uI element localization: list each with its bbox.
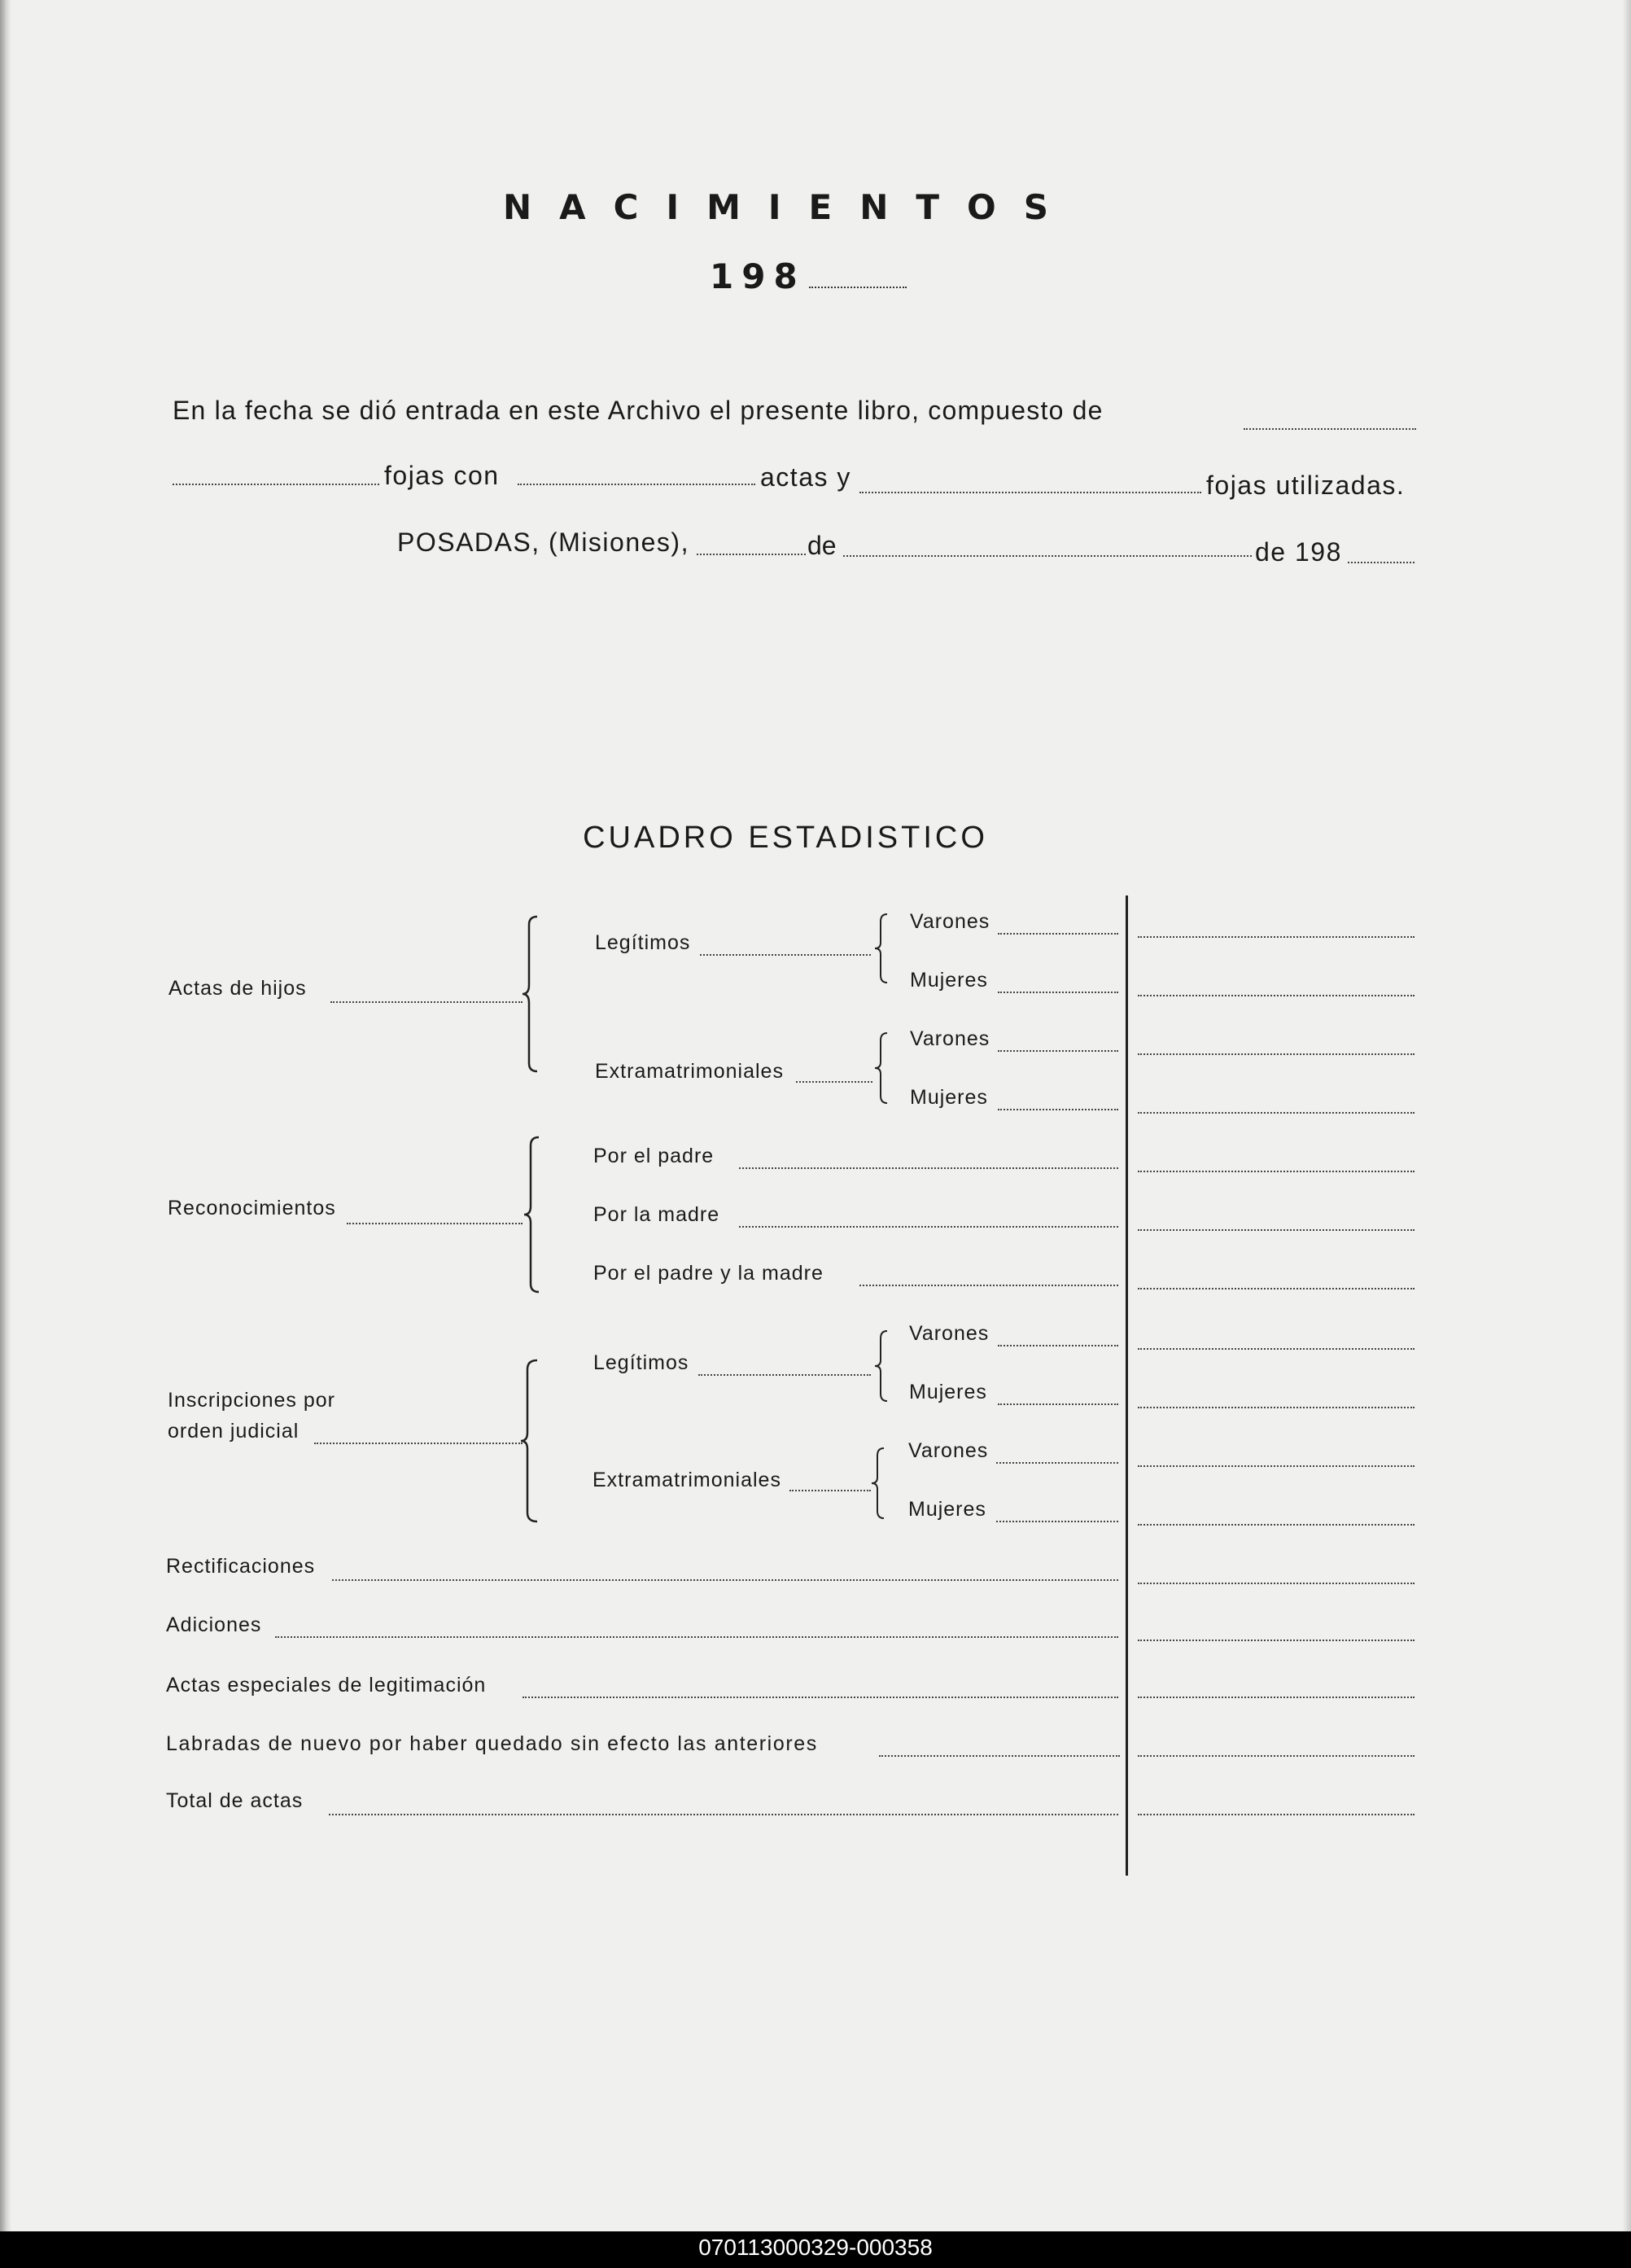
- labradas-fill: [879, 1755, 1120, 1757]
- judicial-extra-varones-value: [1138, 1465, 1415, 1467]
- adiciones-value: [1138, 1640, 1415, 1641]
- judicial-brace: [519, 1358, 544, 1524]
- hijos-leg-varones-value: [1138, 936, 1415, 938]
- judicial-extra-mujeres-value: [1138, 1524, 1415, 1526]
- total-label: Total de actas: [166, 1789, 304, 1812]
- year-line: [710, 256, 907, 296]
- judicial-legitimos-fill: [698, 1374, 871, 1376]
- hijos-leg-varones-fill: [998, 933, 1118, 935]
- rectificaciones-value: [1138, 1583, 1415, 1584]
- hijos-extra-brace: [872, 1031, 892, 1106]
- labradas-label: Labradas de nuevo por haber quedado sin efecto las anteriores: [166, 1732, 818, 1755]
- rectificaciones-fill: [332, 1579, 1118, 1581]
- adiciones-fill: [275, 1636, 1118, 1638]
- judicial-leg-varones-label: Varones: [909, 1322, 990, 1345]
- actas-hijos-brace: [521, 913, 545, 1075]
- judicial-extra-brace: [869, 1446, 889, 1521]
- hijos-extra-fill: [796, 1081, 872, 1083]
- blank-actas: [518, 484, 755, 485]
- intro-fojas-con: fojas con: [384, 461, 500, 490]
- blank-fojas-utilizadas: [859, 492, 1201, 493]
- labradas-value: [1138, 1755, 1415, 1757]
- actas-hijos-label: Actas de hijos: [168, 977, 307, 1000]
- intro-fojas-utilizadas: fojas utilizadas.: [1206, 471, 1406, 500]
- hijos-extra-mujeres-value: [1138, 1112, 1415, 1114]
- hijos-extra-label: Extramatrimoniales: [595, 1060, 784, 1083]
- reconoc-madre-label: Por la madre: [593, 1203, 720, 1226]
- reconoc-padre-value: [1138, 1171, 1415, 1172]
- reconocimientos-fill: [347, 1223, 523, 1224]
- judicial-fill: [314, 1443, 523, 1444]
- blank-mes: [843, 555, 1252, 557]
- reconoc-madre-fill: [739, 1226, 1118, 1228]
- reconoc-ambos-fill: [859, 1285, 1118, 1286]
- judicial-extra-varones-label: Varones: [908, 1439, 989, 1462]
- judicial-label-2: orden judicial: [168, 1420, 300, 1443]
- judicial-extra-mujeres-fill: [996, 1521, 1118, 1522]
- stats-title: CUADRO ESTADISTICO: [583, 821, 988, 855]
- reconoc-madre-value: [1138, 1229, 1415, 1231]
- intro-de: de: [807, 531, 837, 560]
- blank-anio: [1348, 562, 1415, 563]
- intro-de-198: de 198: [1255, 537, 1342, 567]
- reconocimientos-brace: [523, 1135, 545, 1294]
- page-edge: [1623, 0, 1631, 2268]
- reconoc-ambos-label: Por el padre y la madre: [593, 1262, 824, 1285]
- judicial-legitimos-label: Legítimos: [593, 1351, 689, 1374]
- hijos-extra-mujeres-label: Mujeres: [910, 1086, 988, 1109]
- judicial-leg-mujeres-value: [1138, 1407, 1415, 1408]
- judicial-label-1: Inscripciones por: [168, 1389, 335, 1412]
- reconoc-padre-label: Por el padre: [593, 1145, 715, 1167]
- judicial-extra-fill: [789, 1490, 871, 1491]
- blank-libro-compuesto: [1244, 428, 1416, 430]
- reconocimientos-label: Reconocimientos: [168, 1197, 336, 1219]
- intro-text-1: En la fecha se dió entrada en este Archivo el presente libro, compuesto de: [173, 396, 1104, 425]
- judicial-extra-label: Extramatrimoniales: [592, 1469, 781, 1491]
- especiales-label: Actas especiales de legitimación: [166, 1674, 487, 1697]
- intro-posadas: POSADAS, (Misiones),: [397, 528, 689, 557]
- judicial-extra-mujeres-label: Mujeres: [908, 1498, 986, 1521]
- intro-actas-y: actas y: [760, 462, 851, 492]
- hijos-legitimos-fill: [700, 954, 871, 956]
- column-separator: [1126, 895, 1128, 1876]
- adiciones-label: Adiciones: [166, 1613, 262, 1636]
- total-value: [1138, 1814, 1415, 1815]
- blank-dia: [697, 554, 806, 555]
- hijos-leg-mujeres-value: [1138, 995, 1415, 996]
- reconoc-ambos-value: [1138, 1288, 1415, 1289]
- scan-code: 070113000329-000358: [698, 2235, 933, 2260]
- hijos-extra-varones-fill: [998, 1050, 1118, 1052]
- hijos-extra-varones-label: Varones: [910, 1027, 990, 1050]
- year-blank: [809, 287, 907, 288]
- hijos-leg-mujeres-fill: [998, 992, 1118, 993]
- blank-fojas: [173, 484, 379, 485]
- hijos-legitimos-label: Legítimos: [595, 931, 691, 954]
- intro-line-1: [173, 396, 1104, 426]
- hijos-leg-varones-label: Varones: [910, 910, 990, 933]
- judicial-leg-mujeres-fill: [998, 1403, 1118, 1405]
- total-fill: [329, 1814, 1118, 1815]
- judicial-extra-varones-fill: [996, 1462, 1118, 1464]
- judicial-leg-mujeres-label: Mujeres: [909, 1381, 987, 1403]
- reconoc-padre-fill: [739, 1167, 1118, 1169]
- judicial-legitimos-brace: [872, 1329, 892, 1403]
- year-prefix: 198: [710, 256, 806, 296]
- especiales-value: [1138, 1697, 1415, 1698]
- page-title: NACIMIENTOS: [503, 187, 1076, 227]
- hijos-extra-varones-value: [1138, 1053, 1415, 1055]
- judicial-leg-varones-value: [1138, 1348, 1415, 1350]
- rectificaciones-label: Rectificaciones: [166, 1555, 316, 1578]
- actas-hijos-fill: [330, 1001, 523, 1003]
- hijos-legitimos-brace: [872, 912, 892, 985]
- judicial-leg-varones-fill: [998, 1345, 1118, 1346]
- scan-footer: [0, 2231, 1631, 2268]
- hijos-leg-mujeres-label: Mujeres: [910, 969, 988, 992]
- binding-spine: [0, 0, 11, 2268]
- hijos-extra-mujeres-fill: [998, 1109, 1118, 1110]
- especiales-fill: [523, 1697, 1118, 1698]
